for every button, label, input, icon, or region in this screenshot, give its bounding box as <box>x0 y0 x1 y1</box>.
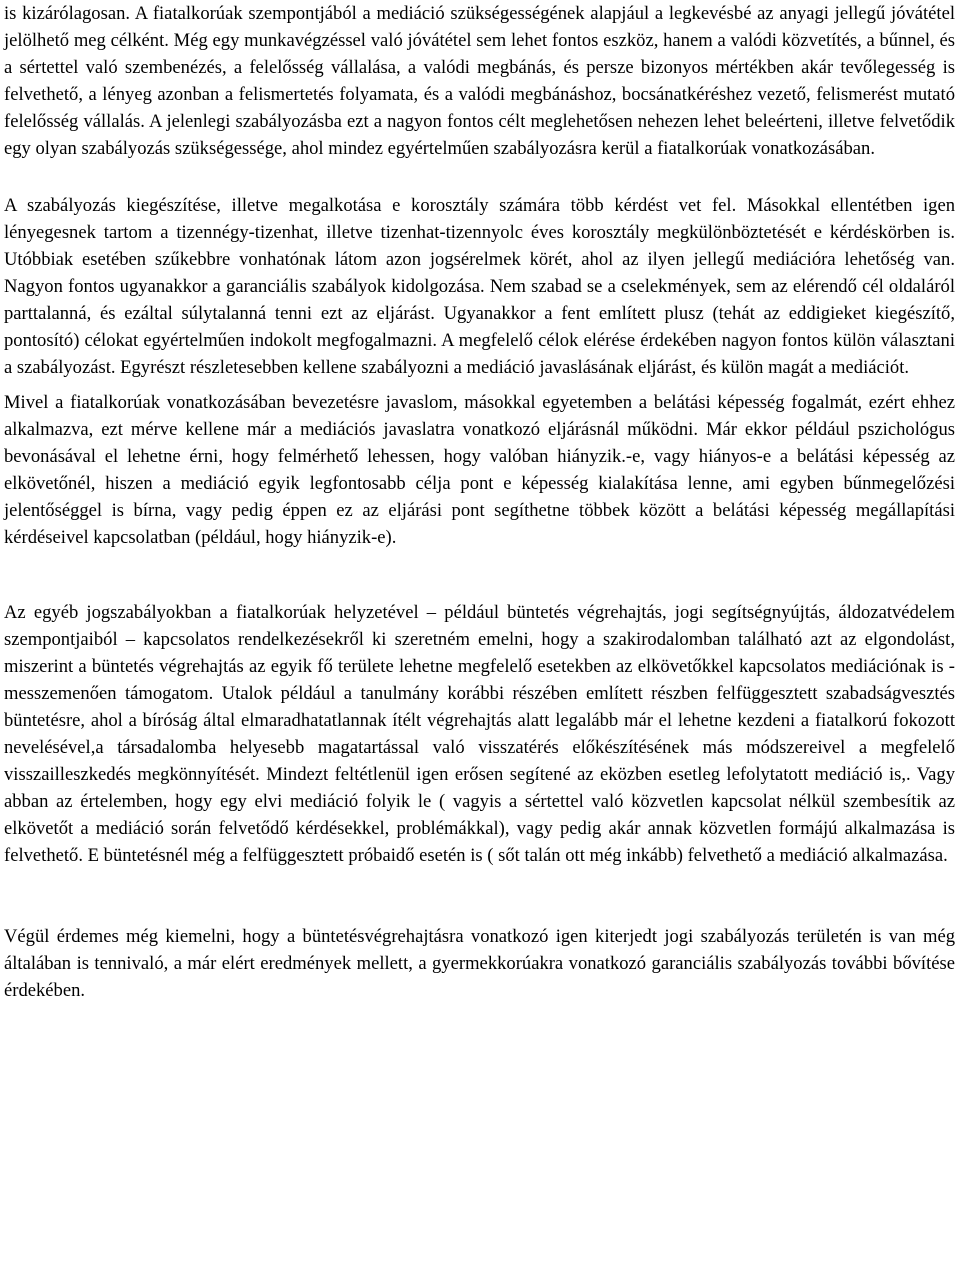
paragraph-3: Mivel a fiatalkorúak vonatkozásában bevezetésre javaslom, másokkal egyetemben a belátási képesség fogalmát, ezért ehhez alkalmazva, ezt mérve kellene már a mediációs javaslatra vonatkozó eljárásnál működni. Már ekkor például pszichológus bevonásával el lehetne érni, hogy felmérhető lehessen, hogy valóban hiányzik.-e, vagy hiányos-e a belátási képesség az elkövetőnél, hiszen a mediáció egyik legfontosabb célja pont e képesség kialakítása lenne, ami egyben bűnmegelőzési jelentőséggel is bírna, vagy pedig éppen ez az eljárási pont segíthetne többek között a belátási képesség megállapítási kérdéseivel kapcsolatban (például, hogy hiányzik-e). <box>4 392 955 548</box>
paragraph-4: Az egyéb jogszabályokban a fiatalkorúak helyzetével – például büntetés végrehajtás, jogi segítségnyújtás, áldozatvédelem szempontjaiból – kapcsolatos rendelkezésekről ki szeretném emelni, hogy a szakirodalomban található azt az elgondolást, miszerint a büntetés végrehajtás az egyik fő területe lehetne megfelelő esetekben az elkövetőkkel kapcsolatos mediációnak is - messzemenően támogatom. Utalok például a tanulmány korábbi részében említett részben felfüggesztett szabadságvesztés büntetésre, ahol a bíróság által elmaradhatatlannak ítélt végrehajtás alatt legalább már el lehetne kezdeni a fiatalkorú fokozott nevelésével,a társadalomba helyesebb magatartással való visszatérés előkészítésének más módszereivel a megfelelő visszailleszkedés megkönnyítését. Mindezt feltétlenül igen erősen segítené az eközben esetleg lefolytatott mediáció is,. Vagy abban az értelemben, hogy egy elvi mediáció folyik le ( vagyis a sértettel való közvetlen kapcsolat nélkül szembesítik az elkövetőt a mediáció során felvetődő kérdésekkel, problémákkal), vagy pedig akár annak közvetlen formájú alkalmazása is felvethető. E büntetésnél még a felfüggesztett próbaidő esetén is ( sőt talán ott még inkább) felvethető a mediáció alkalmazása. <box>4 602 955 866</box>
paragraph-5: Végül érdemes még kiemelni, hogy a büntetésvégrehajtásra vonatkozó igen kiterjedt jogi szabályozás területén is van még általában is tennivaló, a már elért eredmények mellett, a gyermekkorúakra vonatkozó garanciális szabályozás további bővítése érdekében. <box>4 926 955 1001</box>
paragraph-2: A szabályozás kiegészítése, illetve megalkotása e korosztály számára több kérdést vet fel. Másokkal ellentétben igen lényegesnek tartom a tizennégy-tizenhat, illetve tizenhat-tizennyolc éves korosztály megkülönböztetését e kérdéskörben is. Utóbbiak esetében szűkebbre vonhatónak látom azon jogsérelmek körét, ahol az ilyen jellegű mediációra lehetőség van. Nagyon fontos ugyanakkor a garanciális szabályok kidolgozása. Nem szabad se a cselekmények, sem az elérendő cél oldaláról parttalanná, és ezáltal súlytalanná tenni ezt az eljárást. Ugyanakkor a fent említett plusz (tehát az eddigieket kiegészítő, pontosító) célokat egyértelműen indokolt megfogalmazni. A megfelelő célok elérése érdekében nagyon fontos külön választani a szabályozást. Egyrészt részletesebben kellene szabályozni a mediáció javaslásának eljárást, és külön magát a mediációt. <box>4 195 955 378</box>
document-page <box>4 0 955 1004</box>
paragraph-1: is kizárólagosan. A fiatalkorúak szempontjából a mediáció szükségességének alapjául a legkevésbé az anyagi jellegű jóvátétel jelölhető meg célként. Még egy munkavégzéssel való jóvátétel sem lehet fontos eszköz, hanem a valódi közvetítés, a bűnnel, és a sértettel való szembenézés, a felelősség vállalása, a valódi megbánás, és persze bizonyos mértékben akár tevőlegesség is felvethető, a lényeg azonban a felismertetés folyamata, és a valódi megbánáshoz, bocsánatkéréshez vezető, felismerést mutató felelősség vállalás. A jelenlegi szabályozásba ezt a nagyon fontos célt meglehetősen nehezen lehet beleérteni, illetve felvetődik egy olyan szabályozás szükségessége, ahol mindez egyértelműen szabályozásra kerül a fiatalkorúak vonatkozásában. <box>4 3 955 159</box>
